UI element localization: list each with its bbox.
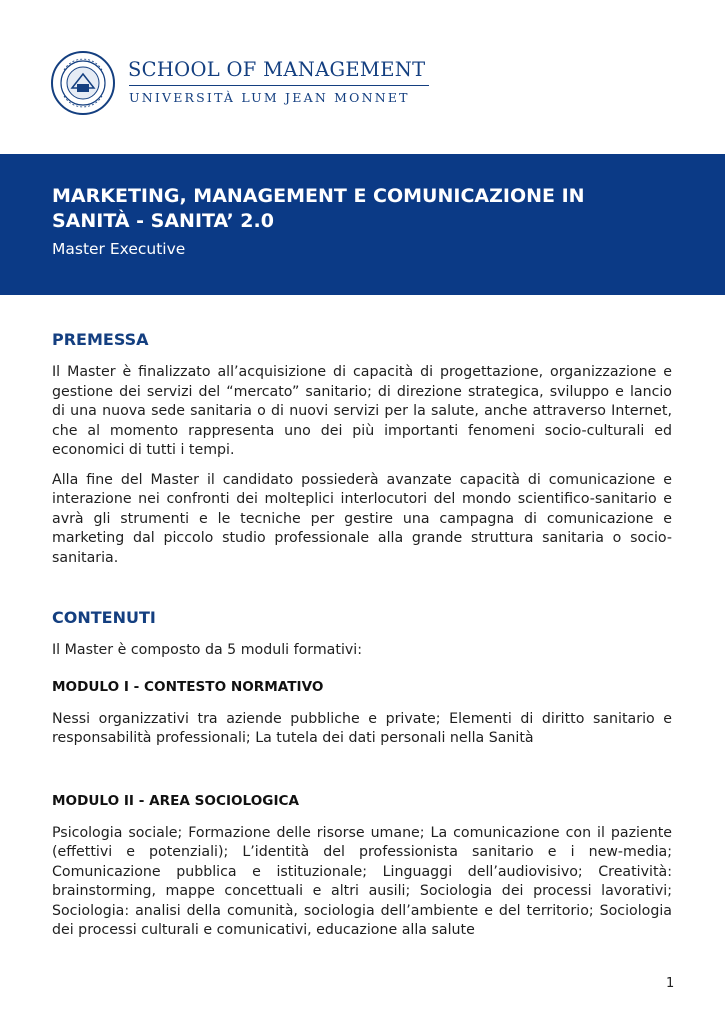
document-subtitle: Master Executive [52, 240, 186, 258]
document-title: MARKETING, MANAGEMENT E COMUNICAZIONE IN SANITÀ - SANITA’ 2.0 [52, 185, 585, 232]
school-name: SCHOOL OF MANAGEMENT [128, 58, 426, 81]
title-banner [0, 154, 725, 295]
university-seal-icon [50, 50, 116, 116]
section-title-premessa: PREMESSA [52, 330, 149, 349]
university-name: UNIVERSITÀ LUM JEAN MONNET [129, 90, 410, 105]
module-description: Psicologia sociale; Formazione delle risorse umane; La comunicazione con il paziente (effettivi e potenziali); L’identità del professionista sanitario e i new-media; Comunicazione pubblica e istituzionale; Linguaggi dell’audiovisivo; Creatività: brainstorming, mappe concettuali e altri ausili; Sociologia dei processi lavorativi; Sociologia: analisi della comunità, sociologia dell’ambiente e del territorio; Sociologia dei processi culturali e comunicativi, educazione alla salute [52, 824, 672, 938]
premessa-paragraph: Il Master è finalizzato all’acquisizione di capacità di progettazione, organizzazione e gestione dei servizi del “mercato” sanitario; di direzione strategica, sviluppo e lancio di una nuova sede sanitaria o di nuovi servizi per la salute, anche attraverso Internet, che al momento rappresenta uno dei più importanti fenomeni socio-culturali ed economici di tutti i tempi. [52, 364, 672, 458]
contenuti-intro: Il Master è composto da 5 moduli formativi: [52, 642, 362, 658]
module-title: MODULO I - CONTESTO NORMATIVO [52, 678, 324, 695]
section-title-contenuti: CONTENUTI [52, 608, 156, 627]
header-divider [129, 85, 429, 86]
premessa-paragraph: Alla fine del Master il candidato possiederà avanzate capacità di comunicazione e interazione nei confronti dei molteplici interlocutori del mondo scientifico-sanitario e avrà gli strumenti e le tecniche per gestire una campagna di comunicazione e marketing dal piccolo studio professionale alla grande struttura sanitaria o socio-sanitaria. [52, 471, 672, 566]
page-number: 1 [666, 976, 675, 991]
main-content [52, 330, 672, 941]
module-description: Nessi organizzativi tra aziende pubbliche e private; Elementi di diritto sanitario e responsabilità professionali; La tutela dei dati personali nella Sanità [52, 710, 672, 746]
document-header [50, 50, 690, 120]
module-title: MODULO II - AREA SOCIOLOGICA [52, 792, 300, 809]
